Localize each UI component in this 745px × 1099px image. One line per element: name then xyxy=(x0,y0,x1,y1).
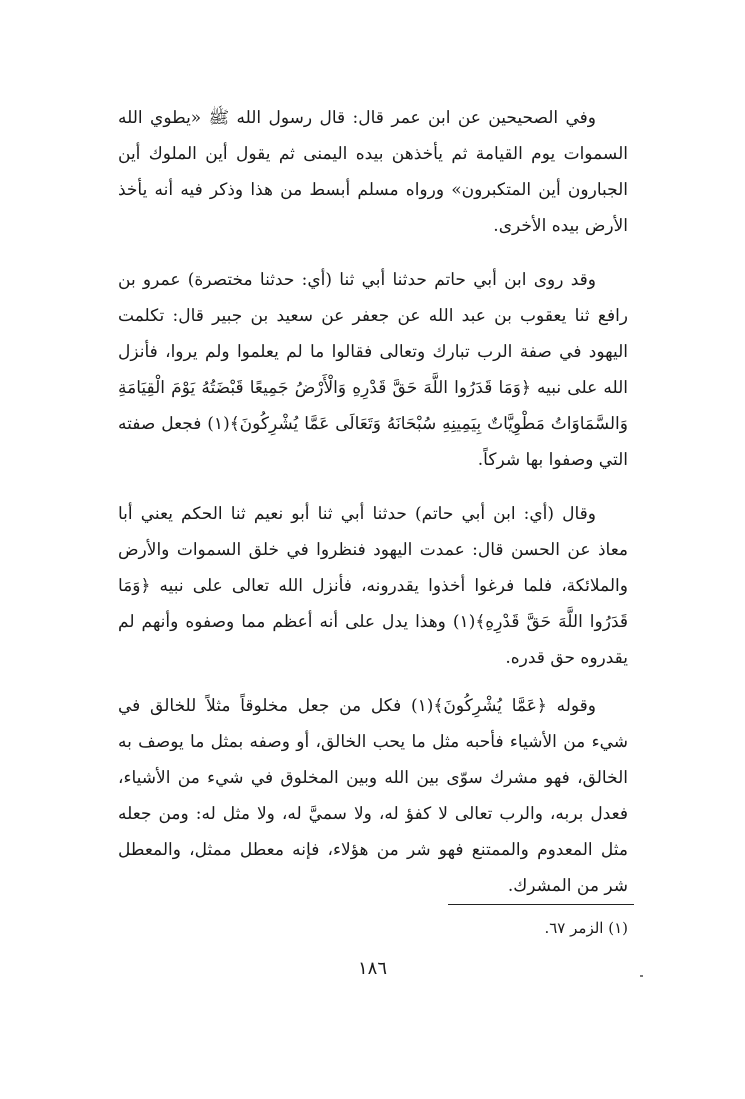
footnote: (١) الزمر ٦٧. xyxy=(544,919,628,937)
page-number: ١٨٦ xyxy=(357,958,387,979)
paragraph-1: وفي الصحيحين عن ابن عمر قال: قال رسول الله ﷺ «يطوي الله السموات يوم القيامة ثم يأخذهن بيده اليمنى ثم يقول أين الملوك أين الجبارون أين المتكبرون» ورواه مسلم أبسط من هذا وذكر فيه أنه يأخذ الأرض بيده الأخرى. xyxy=(118,108,628,236)
paragraph-4: وقوله ﴿عَمَّا يُشْرِكُونَ﴾(١) فكل من جعل مخلوقاً مثلاً للخالق في شيء من الأشياء فأحبه مثل ما يحب الخالق، أو وصفه بمثل ما يوصف به الخالق، فهو مشرك سوّى بين الله وبين المخلوق في شيء من الأشياء، فعدل بربه، والرب تعالى لا كفؤ له، ولا سميَّ له، ولا مثل له: ومن جعله مثل المعدوم والممتنع فهو شر من هؤلاء، فإنه معطل ممثل، والمعطل شر من المشرك. xyxy=(118,696,628,896)
footnote-separator xyxy=(448,904,634,905)
scan-speck xyxy=(640,975,643,977)
paragraph-2: وقد روى ابن أبي حاتم حدثنا أبي ثنا (أي: حدثنا مختصرة) عمرو بن رافع ثنا يعقوب بن عبد الله عن جعفر عن سعيد بن جبير قال: تكلمت اليهود في صفة الرب تبارك وتعالى فقالوا ما لم يعلموا ولم يروا، فأنزل الله على نبيه ﴿وَمَا قَدَرُوا اللَّهَ حَقَّ قَدْرِهِ وَالْأَرْضُ جَمِيعًا قَبْضَتُهُ يَوْمَ الْقِيَامَةِ وَالسَّمَاوَاتُ مَطْوِيَّاتٌ بِيَمِينِهِ سُبْحَانَهُ وَتَعَالَى عَمَّا يُشْرِكُونَ﴾(١) فجعل صفته التي وصفوا بها شركاً. xyxy=(118,270,628,470)
paragraph-3: وقال (أي: ابن أبي حاتم) حدثنا أبي ثنا أبو نعيم ثنا الحكم يعني أبا معاذ عن الحسن قال: عمدت اليهود فنظروا في خلق السموات والأرض والملائكة، فلما فرغوا أخذوا يقدرونه، فأنزل الله تعالى على نبيه ﴿وَمَا قَدَرُوا اللَّهَ حَقَّ قَدْرِهِ﴾(١) وهذا يدل على أنه أعظم مما وصفوه وأنهم لم يقدروه حق قدره. xyxy=(118,504,628,668)
